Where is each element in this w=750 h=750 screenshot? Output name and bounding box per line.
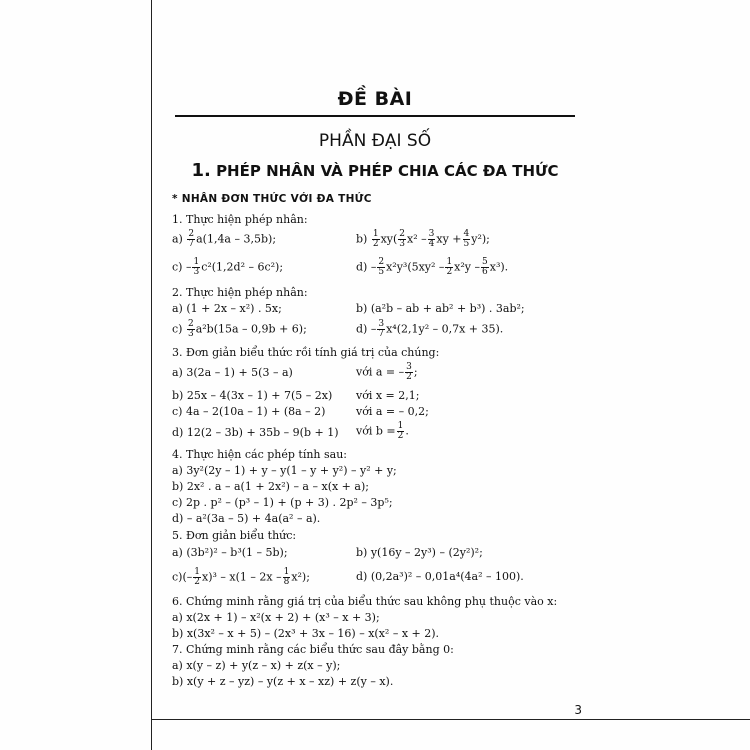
q7-item-b: b) x(y + z – yz) – y(z + x – xz) + z(y – x). bbox=[172, 675, 394, 688]
q3-item-c-value: với a = – 0,2; bbox=[356, 405, 429, 418]
q4-item-b: b) 2x² . a – a(1 + 2x²) – a – x(x + a); bbox=[172, 480, 369, 493]
q1-item-c bbox=[172, 258, 283, 277]
chapter-number: 1. bbox=[191, 160, 211, 181]
item-text: a²b(15a – 0,9b + 6); bbox=[195, 322, 307, 336]
fraction: $\frac{3}{7}$ bbox=[378, 319, 385, 339]
fraction: $\frac{1}{2}$ bbox=[372, 229, 379, 249]
item-text: x² – bbox=[407, 232, 427, 246]
page-title: ĐỀ BÀI bbox=[337, 88, 413, 110]
item-text: ; bbox=[413, 365, 418, 379]
fraction: $\frac{1}{2}$ bbox=[446, 257, 453, 277]
q2-item-d bbox=[356, 320, 503, 339]
item-label: c) – bbox=[172, 260, 192, 274]
q2-item-b: b) (a²b – ab + ab² + b³) . 3ab²; bbox=[356, 302, 525, 315]
item-text: x⁴(2,1y² – 0,7x + 35). bbox=[386, 322, 504, 336]
page-number: 3 bbox=[574, 703, 582, 717]
item-label: d) – bbox=[356, 260, 377, 274]
q7-item-a: a) x(y – z) + y(z – x) + z(x – y); bbox=[172, 659, 341, 672]
item-text: a(1,4a – 3,5b); bbox=[196, 232, 277, 246]
q1-item-a bbox=[172, 230, 276, 249]
question-3: 3. Đơn giản biểu thức rồi tính giá trị của chúng: bbox=[172, 346, 440, 359]
question-1: 1. Thực hiện phép nhân: bbox=[172, 213, 308, 226]
item-text: với b = bbox=[356, 424, 396, 438]
item-text: xy( bbox=[380, 232, 398, 246]
item-text: x²); bbox=[291, 570, 310, 584]
item-text: x)³ – x(1 – 2x – bbox=[201, 570, 282, 584]
item-text: x²y – bbox=[454, 260, 480, 274]
fraction: $\frac{1}{2}$ bbox=[194, 567, 200, 587]
q6-item-b: b) x(3x² – x + 5) – (2x³ + 3x – 16) – x(x² – x + 2). bbox=[172, 627, 440, 640]
q1-item-d bbox=[356, 258, 508, 277]
fraction: $\frac{2}{3}$ bbox=[187, 319, 194, 339]
fraction: $\frac{1}{2}$ bbox=[397, 421, 404, 441]
fraction: $\frac{3}{2}$ bbox=[406, 362, 412, 382]
chapter-title: PHÉP NHÂN VÀ PHÉP CHIA CÁC ĐA THỨC bbox=[216, 162, 559, 180]
chapter-heading bbox=[0, 160, 750, 181]
item-text: xy + bbox=[436, 232, 462, 246]
q5-item-b: b) y(16y – 2y³) – (2y²)²; bbox=[356, 546, 483, 559]
fraction: $\frac{1}{3}$ bbox=[193, 257, 200, 277]
item-text: x²y³(5xy² – bbox=[386, 260, 445, 274]
item-text: c)(– bbox=[172, 570, 193, 584]
fraction: $\frac{1}{8}$ bbox=[283, 567, 290, 587]
q1-item-b bbox=[356, 230, 490, 249]
question-6: 6. Chứng minh rằng giá trị của biểu thức sau không phụ thuộc vào x: bbox=[172, 595, 558, 608]
fraction: $\frac{2}{5}$ bbox=[378, 257, 385, 277]
fraction: $\frac{4}{5}$ bbox=[463, 229, 470, 249]
fraction: $\frac{2}{7}$ bbox=[188, 229, 195, 249]
question-7: 7. Chứng minh rằng các biểu thức sau đây bằng 0: bbox=[172, 643, 454, 656]
q2-item-c bbox=[172, 320, 307, 339]
page-left-border bbox=[151, 0, 152, 750]
q3-item-b-value: với x = 2,1; bbox=[356, 389, 420, 402]
question-5: 5. Đơn giản biểu thức: bbox=[172, 529, 297, 542]
item-label: c) bbox=[172, 322, 183, 336]
item-label: a) bbox=[172, 232, 183, 246]
item-text: với a = – bbox=[356, 365, 405, 379]
question-4: 4. Thực hiện các phép tính sau: bbox=[172, 448, 347, 461]
section-heading: * NHÂN ĐƠN THỨC VỚI ĐA THỨC bbox=[172, 193, 372, 205]
q4-item-c: c) 2p . p² – (p³ – 1) + (p + 3) . 2p² – 3p⁵; bbox=[172, 496, 393, 509]
item-text: . bbox=[405, 424, 409, 438]
item-label: b) bbox=[356, 232, 368, 246]
q2-item-a: a) (1 + 2x – x²) . 5x; bbox=[172, 302, 282, 315]
q3-item-c: c) 4a – 2(10a – 1) + (8a – 2) bbox=[172, 405, 326, 418]
q3-item-b: b) 25x – 4(3x – 1) + 7(5 – 2x) bbox=[172, 389, 333, 402]
page-bottom-border bbox=[151, 719, 750, 720]
item-text: c²(1,2d² – 6c²); bbox=[201, 260, 284, 274]
q5-item-c bbox=[172, 568, 310, 587]
q4-item-a: a) 3y²(2y – 1) + y – y(1 – y + y²) – y² + y; bbox=[172, 464, 397, 477]
q3-item-a: a) 3(2a – 1) + 5(3 – a) bbox=[172, 366, 293, 379]
q5-item-d: d) (0,2a³)² – 0,01a⁴(4a² – 100). bbox=[356, 570, 524, 583]
q3-item-d-value bbox=[356, 422, 409, 441]
q3-item-d: d) 12(2 – 3b) + 35b – 9(b + 1) bbox=[172, 426, 339, 439]
item-text: x³). bbox=[489, 260, 509, 274]
q3-item-a-value bbox=[356, 363, 418, 382]
fraction: $\frac{3}{4}$ bbox=[428, 229, 435, 249]
q5-item-a: a) (3b²)² – b³(1 – 5b); bbox=[172, 546, 288, 559]
item-label: d) – bbox=[356, 322, 377, 336]
q6-item-a: a) x(2x + 1) – x²(x + 2) + (x³ – x + 3); bbox=[172, 611, 380, 624]
item-text: y²); bbox=[471, 232, 490, 246]
part-heading: PHẦN ĐẠI SỐ bbox=[318, 131, 432, 151]
title-underline bbox=[175, 115, 575, 117]
question-2: 2. Thực hiện phép nhân: bbox=[172, 286, 308, 299]
q4-item-d: d) – a²(3a – 5) + 4a(a² – a). bbox=[172, 512, 321, 525]
fraction: $\frac{2}{3}$ bbox=[399, 229, 406, 249]
fraction: $\frac{5}{6}$ bbox=[482, 257, 488, 277]
